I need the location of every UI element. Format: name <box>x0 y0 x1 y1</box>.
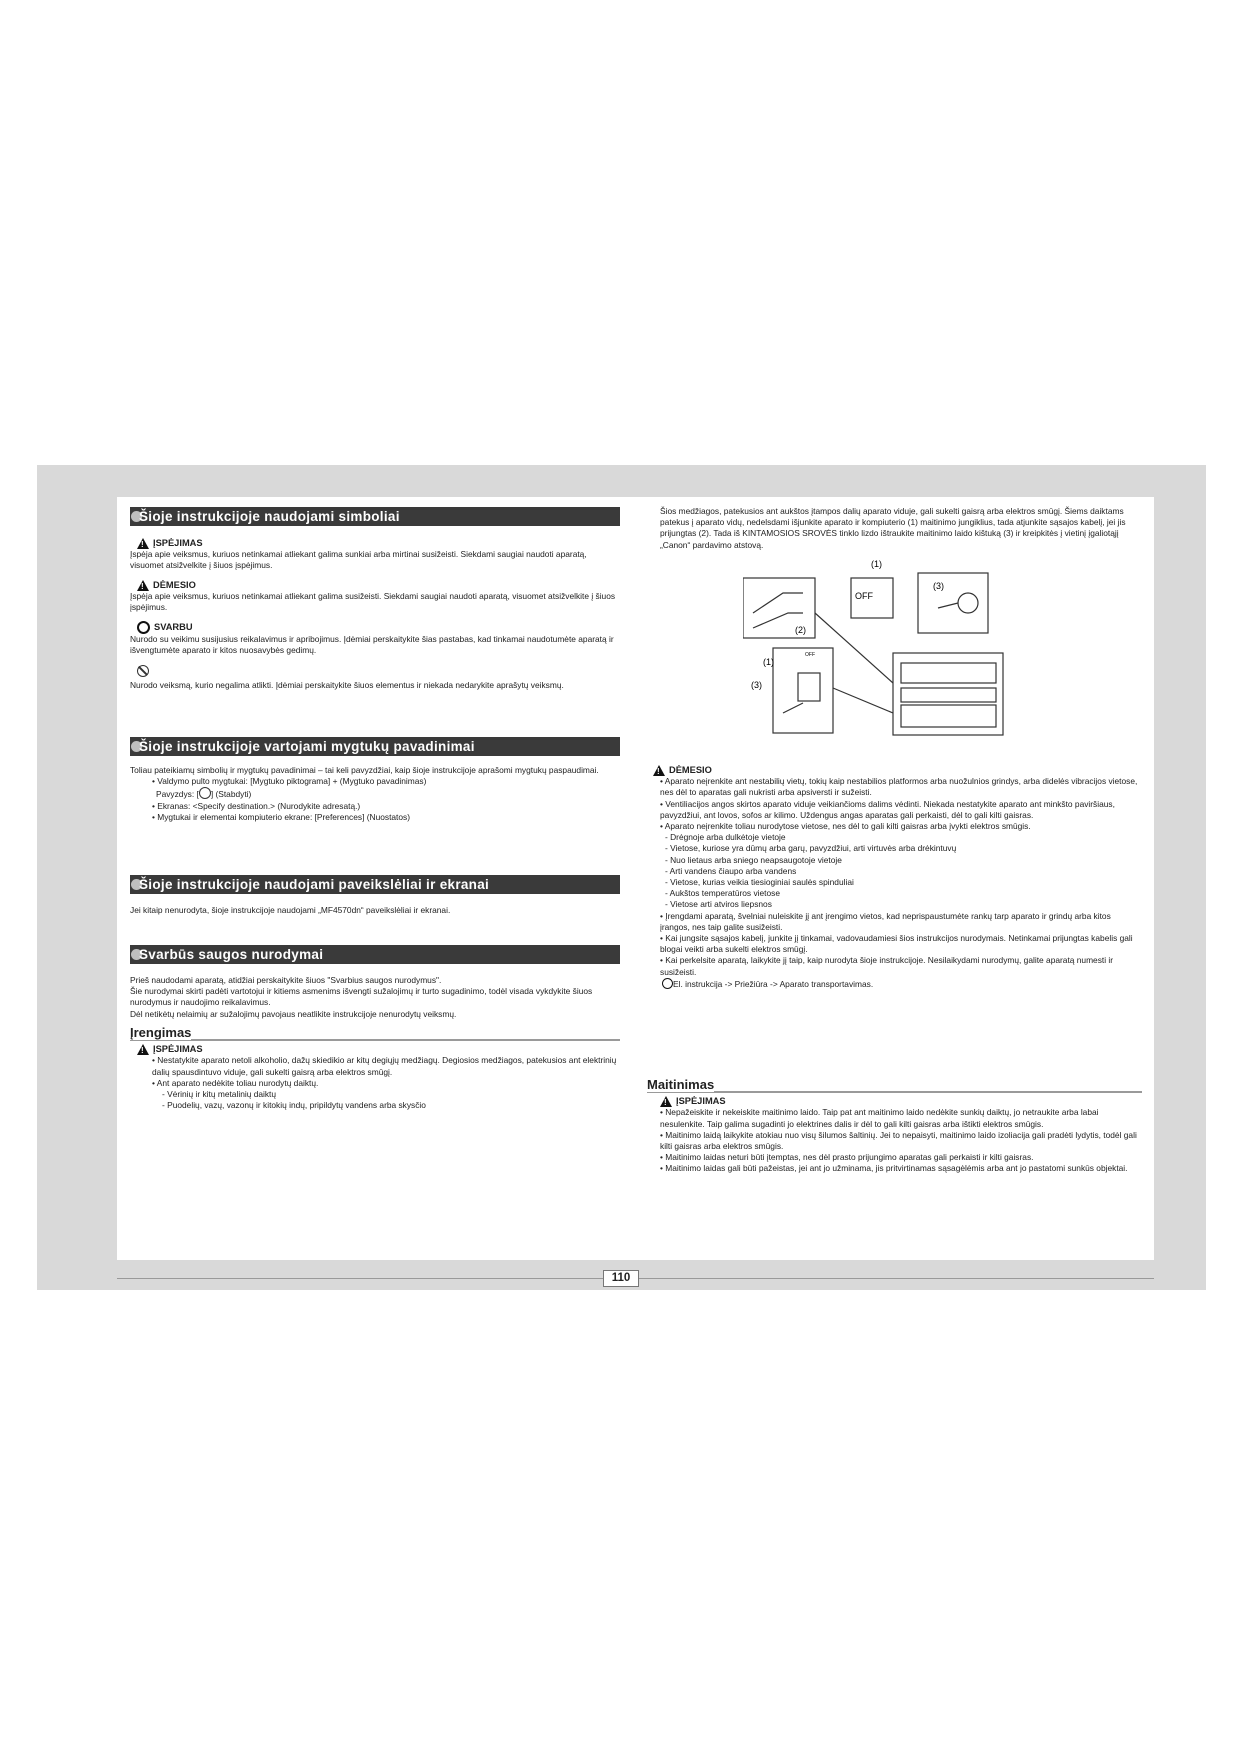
installation-heading: Įrengimas <box>130 1027 620 1041</box>
illustrations-section <box>130 905 620 916</box>
caution-item: • Kai perkelsite aparatą, laikykite jį taip, kaip nurodyta šioje instrukcijoje. Nesilaikydami nurodymų, galite aparatą numesti ir susižeisti. <box>660 955 1114 977</box>
symbols-section <box>130 535 620 691</box>
section-header-symbols: Šioje instrukcijoje naudojami simboliai <box>130 507 620 526</box>
panel-keys-example: Pavyzdys: [ ] (Stabdyti) <box>156 789 252 800</box>
section-header-illustrations: Šioje instrukcijoje naudojami paveikslėliai ir ekranai <box>130 875 620 894</box>
stop-key-icon <box>199 787 211 799</box>
caution-item: • Aparato neįrenkite ant nestabilių vietų, tokių kaip nestabilios platformos arba nuožulnios grindys, arba didelės vibracijos vietose, nes dėl to aparatas gali nukristi arba apsiversti ir sužeisti. <box>660 776 1138 798</box>
power-item: • Maitinimo laidas gali būti pažeistas, jei ant jo užminama, jis pritvirtinamas sąsagėlėmis arba ant jo pastatomi sunkūs objektai. <box>660 1163 1128 1174</box>
caution-triangle-icon <box>653 765 665 776</box>
manual-reference: El. instrukcija -> Priežiūra -> Aparato transportavimas. <box>660 978 1142 990</box>
computer-screen-item: • Mygtukai ir elementai kompiuterio ekrane: [Preferences] (Nuostatos) <box>152 811 411 822</box>
warning-triangle-icon <box>137 1044 149 1055</box>
document-page <box>117 497 1154 1260</box>
safety-intro-text: Prieš naudodami aparatą, atidžiai perskaitykite šiuos "Svarbius saugos nurodymus". Šie nurodymai skirti padėti vartotojui ir kitiems asmenims išvengti sužalojimų ir turto sugadinimo, todėl visada vykdykite šiuos nurodymus ir naudojimo reikalavimus. Dėl netikėtų nelaimių ar sužalojimų pavojaus neatlikite instrukcijoje nenurodytų veiksmų. <box>130 975 593 1019</box>
figure-label: (3) <box>751 680 762 690</box>
off-switch-label-small: OFF <box>805 652 815 658</box>
list-item: - Nuo lietaus arba sniego neapsaugotoje vietoje <box>665 854 842 865</box>
caution-item: • Ventiliacijos angos skirtos aparato viduje veikiančioms dalims vėdinti. Niekada nestatykite aparato ant minkšto paviršiaus, pavyzdžiui, ant lovos, sofos ar kilimo. Uždengus angas aparatas gali perkaisti, dėl to gali kilti gaisras. <box>660 798 1115 820</box>
off-switch-label: OFF <box>855 591 873 601</box>
warning-description: Įspėja apie veiksmus, kuriuos netinkamai atliekant galima sunkiai arba mirtinai susižeisti. Siekdami saugiai naudoti aparatą, visuomet atsižvelkite į šiuos įspėjimus. <box>130 549 587 571</box>
caution-description: Įspėja apie veiksmus, kuriuos netinkamai atliekant galima susižeisti. Siekdami saugiai naudoti aparatą, visuomet atsižvelkite į šiuos įspėjimus. <box>130 590 616 613</box>
section-header-buttons: Šioje instrukcijoje vartojami mygtukų pavadinimai <box>130 737 620 756</box>
button-names-section <box>130 765 620 823</box>
installation-section <box>130 1027 620 1111</box>
page-number: 110 <box>603 1270 639 1287</box>
list-item: - Vietose arti atviros liepsnos <box>665 899 772 910</box>
printer-drawing <box>893 653 1003 735</box>
prohibited-icon <box>137 665 149 677</box>
power-item: • Maitinimo laidą laikykite atokiau nuo visų šilumos šaltinių. Jei to nepaisyti, maitinimo laido izoliacija gali pradėti lydytis, todėl gali kilti gaisras arba elektros smūgis. <box>660 1129 1137 1152</box>
list-item: - Vietose, kuriose yra dūmų arba garų, pavyzdžiui, arti virtuvės arba drėkintuvų <box>665 843 957 854</box>
installation-subitem: - Puodelių, vazų, vazonų ir kitokių indų, pripildytų vandens arba skysčio <box>162 1100 426 1111</box>
caution-triangle-icon <box>137 580 149 591</box>
installation-item: • Nestatykite aparato netoli alkoholio, dažų skiedikio ar kitų degiųjų medžiagų. Degiosios medžiagos, patekusios ant elektrinių dalių spausdintuvo viduje, gali sukelti gaisrą arba elektros smūgį. <box>152 1055 617 1077</box>
illustrations-text: Jei kitaip nenurodyta, šioje instrukcijoje naudojami „MF4570dn“ paveikslėliai ir ekranai. <box>130 905 451 915</box>
installation-item: • Ant aparato nedėkite toliau nurodytų daiktų. <box>152 1077 319 1088</box>
button-names-intro: Toliau pateikiamų simbolių ir mygtukų pavadinimai – tai keli pavyzdžiai, kaip šioje instrukcijoje aprašomi mygtukų paspaudimai. <box>130 765 599 775</box>
warning-triangle-icon <box>660 1096 672 1107</box>
location-list <box>660 832 1142 910</box>
caution-label: ! DĖMESIO <box>653 765 1142 776</box>
right-intro <box>660 506 1142 551</box>
caution-section <box>660 762 1142 990</box>
power-off-illustration <box>743 553 1089 743</box>
power-heading: Maitinimas <box>647 1079 1142 1093</box>
figure-label: (2) <box>795 625 806 635</box>
installation-subitem: - Vėrinių ir kitų metalinių daiktų <box>162 1089 277 1100</box>
caution-item: • Aparato neįrenkite toliau nurodytose vietose, nes dėl to gali kilti gaisras arba įvykti elektros smūgis. <box>660 821 1031 832</box>
section-header-safety: Svarbūs saugos nurodymai <box>130 945 620 964</box>
important-ring-icon <box>137 621 150 634</box>
warning-triangle-icon <box>137 538 149 549</box>
installation-warning-label: ! ĮSPĖJIMAS <box>130 1044 620 1055</box>
reference-arrow-icon <box>662 978 673 989</box>
list-item: - Arti vandens čiaupo arba vandens <box>665 865 797 876</box>
caution-label: ! DĖMESIO <box>130 580 620 591</box>
list-item: - Aukštos temperatūros vietose <box>665 888 780 899</box>
figure-label: (3) <box>933 581 944 591</box>
power-item: • Nepažeiskite ir nekeiskite maitinimo laido. Taip pat ant maitinimo laido nedėkite sunkių daiktų, jo netraukite arba labai nesulenkite. Taip galima sugadinti jo elektrines dalis ir dėl to gali kilti gaisras arba ištikti elektros smūgis. <box>660 1107 1099 1129</box>
printer-switch-box <box>773 648 833 733</box>
important-label: SVARBU <box>130 621 620 634</box>
list-item: - Drėgnoje arba dulkėtoje vietoje <box>665 832 786 843</box>
figure-label: (1) <box>763 657 774 667</box>
safety-section <box>130 975 620 1020</box>
warning-label: ! ĮSPĖJIMAS <box>130 538 620 549</box>
figure-label: (1) <box>871 559 882 569</box>
important-description: Nurodo su veikimu susijusius reikalavimus ir apribojimus. Įdėmiai perskaitykite šias pastabas, kad tinkamai naudotumėte aparatą ir išvengtumėte aparato ir kitos nuosavybės gedimų. <box>130 634 614 656</box>
panel-keys-item: • Valdymo pulto mygtukai: [Mygtuko piktograma] + (Mygtuko pavadinimas) <box>152 776 427 787</box>
caution-item: • Kai jungsite sąsajos kabelį, junkite jį tinkamai, vadovaudamiesi šios instrukcijos nurodymais. Netinkamai prijungtas kabelis gali blogai veikti arba sukelti elektros smūgį. <box>660 933 1133 955</box>
caution-item: • Įrengdami aparatą, švelniai nuleiskite jį ant įrengimo vietos, kad neprispaustumėte rankų tarp aparato ir grindų arba kitos įrangos, nes taip galite susižeisti. <box>660 910 1111 932</box>
list-item: - Vietose, kurias veikia tiesioginiai saulės spinduliai <box>665 877 854 888</box>
prohibited-description: Nurodo veiksmą, kurio negalima atlikti. Įdėmiai perskaitykite šiuos elementus ir niekada nedarykite aprašytų veiksmų. <box>130 679 564 690</box>
power-item: • Maitinimo laidas neturi būti įtemptas, nes dėl prasto prijungimo aparatas gali perkaisti ir kilti gaisras. <box>660 1152 1034 1163</box>
display-item: • Ekranas: <Specify destination.> (Nurodykite adresatą.) <box>152 800 361 811</box>
right-intro-text: Šios medžiagos, patekusios ant aukštos įtampos dalių aparato viduje, gali sukelti gaisrą arba elektros smūgį. Šiems daiktams patekus į aparato vidų, nedelsdami išjunkite aparato ir kompiuterio (1) maitinimo jungiklius, tada atjunkite sąsajos kabelį, jei jis prijungtas (2). Tada iš KINTAMOSIOS SROVĖS tinklo lizdo ištraukite maitinimo laido kištuką (3) ir kreipkitės į vietinį įgaliotąjį „Canon“ pardavimo atstovą. <box>660 506 1126 550</box>
power-section <box>647 1079 1142 1175</box>
power-warning-label: ! ĮSPĖJIMAS <box>660 1096 1142 1107</box>
